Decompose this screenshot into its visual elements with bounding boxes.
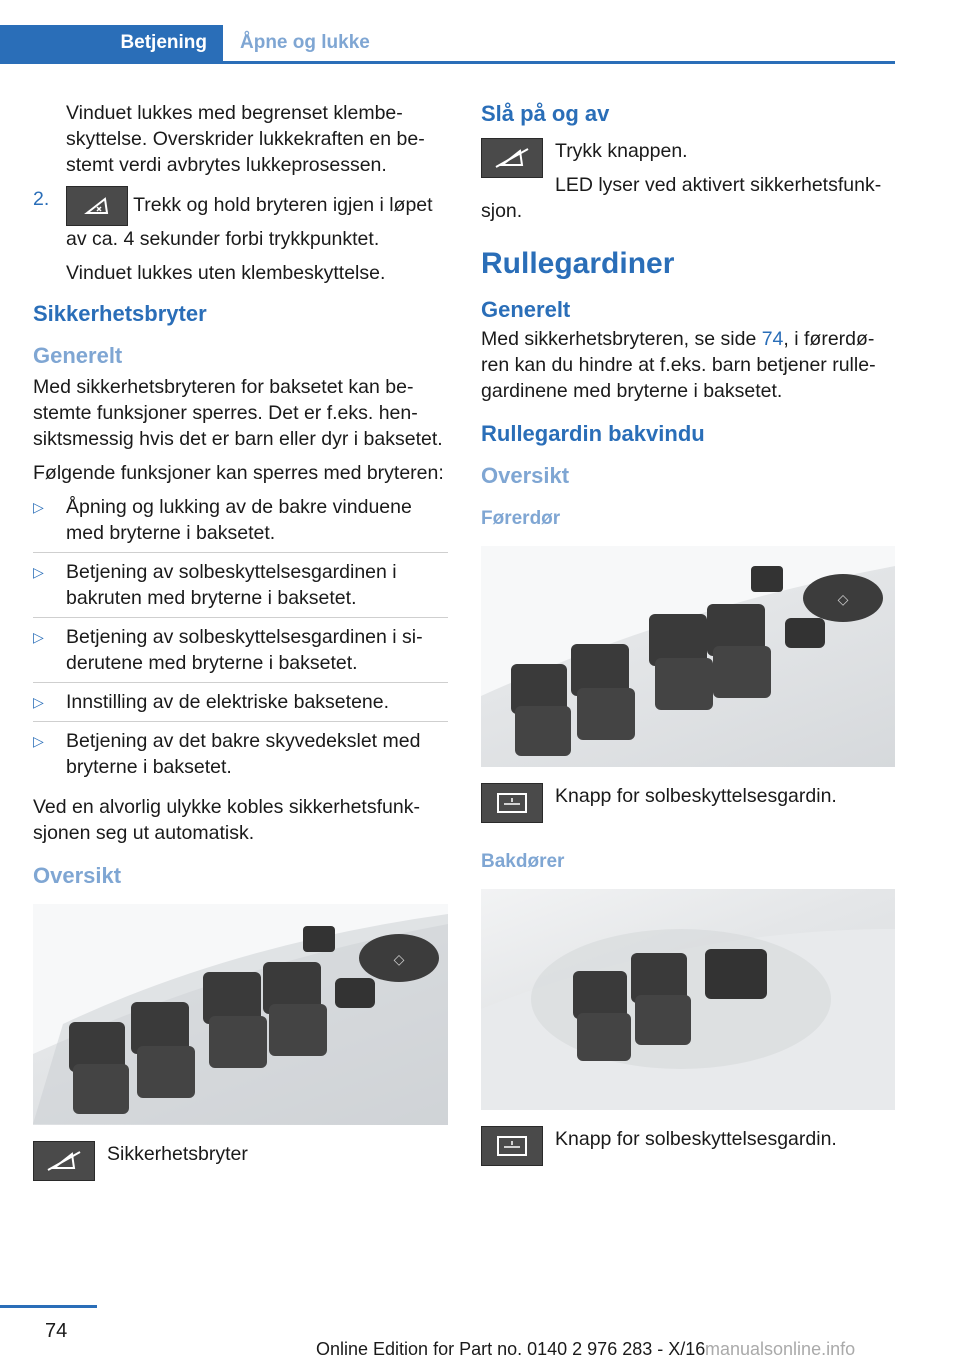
- caption-bakdorer: Knapp for solbeskyttelsesgardin.: [555, 1128, 837, 1150]
- slaa-paa-instruction: Trykk knappen.: [555, 140, 688, 162]
- rullegardiner-generelt-paragraph: Med sikkerhetsbryteren, se side 74, i førerdøren kan du hindre at f.eks. barn betjener rullegardinene med bryterne i baksetet.: [481, 328, 876, 402]
- generelt-paragraph-2: Følgende funksjoner kan sperres med bryteren:: [33, 462, 444, 484]
- slaa-paa-led-text: LED lyser ved aktivert sikkerhetsfunksjon.: [481, 174, 882, 222]
- triangle-bullet-icon: ▷: [33, 564, 44, 580]
- page-number: 74: [45, 1320, 68, 1342]
- triangle-bullet-icon: ▷: [33, 629, 44, 645]
- heading-oversikt-left: Oversikt: [33, 863, 122, 888]
- heading-slaa-paa-og-av: Slå på og av: [481, 101, 610, 126]
- heading-forerdor: Førerdør: [481, 508, 561, 529]
- page-link-74[interactable]: 74: [761, 328, 784, 350]
- triangle-bullet-icon: ▷: [33, 499, 44, 515]
- caption-row-forerdor: [481, 783, 895, 827]
- slaa-paa-row: [481, 138, 895, 224]
- watermark: manualsonline.info: [705, 1339, 856, 1359]
- caption-row-bakdorer: [481, 1126, 895, 1170]
- triangle-bullet-icon: ▷: [33, 733, 44, 749]
- caption-sikkerhetsbryter: Sikkerhetsbryter: [107, 1143, 248, 1165]
- intro-paragraph: Vinduet lukkes med begrenset klembeskyttelse. Overskrider lukkekraften en bestemt verdi avbrytes lukkeprosessen.: [66, 102, 425, 176]
- heading-oversikt-right: Oversikt: [481, 463, 570, 488]
- safety-switch-icon: [33, 1141, 95, 1181]
- heading-bakdorer: Bakdører: [481, 851, 565, 872]
- step-2-result: Vinduet lukkes uten klembeskyttelse.: [66, 262, 386, 284]
- tab-apne-og-lukke[interactable]: Åpne og lukke: [240, 32, 370, 53]
- driver-door-panel-photo: [481, 546, 895, 767]
- edition-text: Online Edition for Part no. 0140 2 976 283 - X/16: [316, 1339, 706, 1359]
- list-item: ▷ Betjening av solbeskyttelsesgardinen i bakruten med bryterne i baksetet.: [33, 559, 448, 618]
- list-item: ▷ Innstilling av de elektriske baksetene.: [33, 689, 448, 722]
- heading-rullegardiner: Rullegardiner: [481, 247, 675, 280]
- step-2-number: 2.: [33, 188, 50, 210]
- header-tabs: [0, 25, 895, 64]
- right-column: [481, 100, 895, 1170]
- heading-rullegardin-bakvindu: Rullegardin bakvindu: [481, 421, 705, 446]
- accident-paragraph: Ved en alvorlig ulykke kobles sikkerhetsfunksjonen seg ut automatisk.: [33, 796, 420, 844]
- caption-row-sikkerhetsbryter: [33, 1141, 448, 1185]
- list-item: ▷ Åpning og lukking av de bakre vinduene med bryterne i baksetet.: [33, 494, 448, 553]
- list-item: ▷ Betjening av det bakre skyvedekslet med bryterne i baksetet.: [33, 730, 421, 778]
- step-2: [33, 186, 448, 252]
- generelt-paragraph-1: Med sikkerhetsbryteren for baksetet kan bestemte funksjoner sperres. Det er f.eks. hensiktsmessig hvis det er barn eller dyr i baksetet.: [33, 376, 443, 450]
- svg-text:◇: ◇: [393, 952, 405, 968]
- safety-switch-icon: [481, 138, 543, 178]
- window-switch-icon: [66, 186, 128, 226]
- rear-door-panel-photo: [481, 889, 895, 1110]
- sunblind-button-icon: [481, 783, 543, 823]
- sunblind-button-icon: [481, 1126, 543, 1166]
- footer-divider: [0, 1305, 97, 1308]
- door-switch-panel-photo: [33, 904, 448, 1125]
- triangle-bullet-icon: ▷: [33, 694, 44, 710]
- heading-sikkerhetsbryter: Sikkerhetsbryter: [33, 301, 207, 326]
- svg-text:◇: ◇: [837, 592, 849, 608]
- step-2-text: Trekk og hold bryteren igjen i løpet av ca. 4 sekunder forbi trykkpunktet.: [66, 194, 433, 250]
- list-item: ▷ Betjening av solbeskyttelsesgardinen i siderutene med bryterne i baksetet.: [33, 624, 448, 683]
- tab-betjening[interactable]: Betjening: [0, 25, 223, 61]
- left-column: [33, 100, 448, 1185]
- caption-forerdor: Knapp for solbeskyttelsesgardin.: [555, 785, 837, 807]
- heading-generelt-right: Generelt: [481, 297, 571, 322]
- heading-generelt: Generelt: [33, 343, 123, 368]
- lock-functions-list: [33, 494, 448, 786]
